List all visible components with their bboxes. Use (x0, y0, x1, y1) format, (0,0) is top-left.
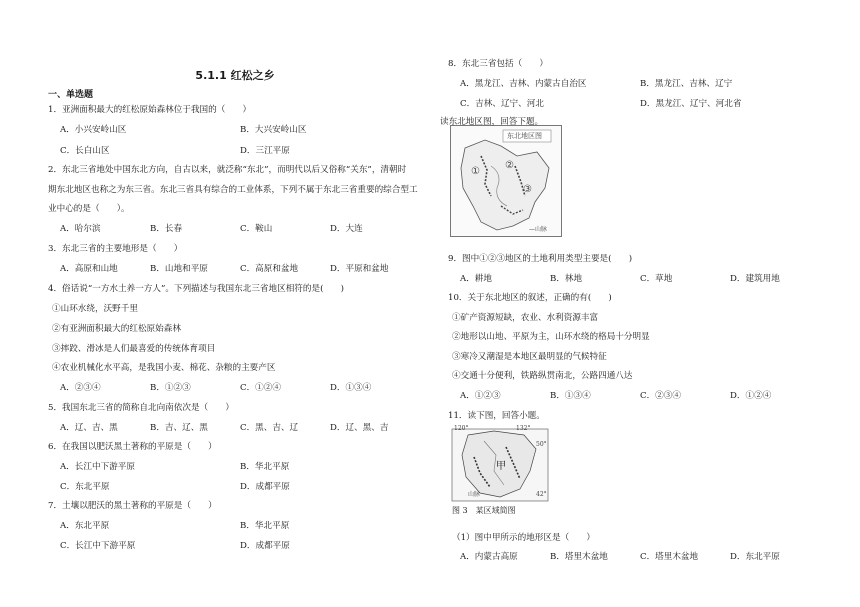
question-text: 11．读下图，回答小题。 (448, 411, 545, 421)
answer-option[interactable]: D．建筑用地 (730, 274, 780, 284)
answer-option[interactable]: D．成都平原 (240, 541, 290, 551)
question-text: 期东北地区也称之为东三省。东北三省具有综合的工业体系，下列不属于东北三省重要的综合型工 (48, 185, 418, 195)
question-text: 2．东北三省地处中国东北方向，自古以来，就泛称“东北”，而明代以后又俗称“关东”，清朝时 (48, 165, 407, 175)
answer-option[interactable]: B．华北平原 (240, 521, 290, 531)
answer-option[interactable]: D．三江平原 (240, 146, 290, 156)
answer-option[interactable]: C．草地 (640, 274, 673, 284)
statement-line: ③摔跤、滑冰是人们最喜爱的传统体育项目 (52, 344, 216, 354)
answer-option[interactable]: B．林地 (550, 274, 583, 284)
answer-option[interactable]: B．①②③ (150, 383, 191, 393)
question-text: 3．东北三省的主要地形是（ ） (48, 244, 183, 254)
question-text: 7．土壤以肥沃的黑土著称的平原是（ ） (48, 501, 217, 511)
answer-option[interactable]: C．长白山区 (60, 146, 110, 156)
answer-option[interactable]: B．①③④ (550, 391, 591, 401)
answer-option[interactable]: A．①②③ (460, 391, 501, 401)
mountain-label: 山脉 (468, 491, 481, 498)
answer-option[interactable]: A．②③④ (60, 383, 101, 393)
answer-option[interactable]: A．高原和山地 (60, 264, 118, 274)
question-text: 读东北地区图，回答下题。 (440, 117, 544, 127)
answer-option[interactable]: A．东北平原 (60, 521, 110, 531)
lat-50-label: 50° (536, 441, 547, 448)
question-text: 6．在我国以肥沃黑土著称的平原是（ ） (48, 442, 217, 452)
map-legend: —山脉 (529, 226, 548, 233)
answer-option[interactable]: C．长江中下游平原 (60, 541, 136, 551)
answer-option[interactable]: B．长春 (150, 224, 183, 234)
answer-option[interactable]: A．黑龙江、吉林、内蒙古自治区 (460, 79, 587, 89)
answer-option[interactable]: A．长江中下游平原 (60, 462, 135, 472)
answer-option[interactable]: B．塔里木盆地 (550, 552, 608, 562)
region-map-figure (450, 427, 550, 517)
answer-option[interactable]: D．①③④ (330, 383, 372, 393)
answer-option[interactable]: C．吉林、辽宁、河北 (460, 99, 544, 109)
answer-option[interactable]: C．黑、吉、辽 (240, 423, 299, 433)
map-title: 东北地区图 (507, 132, 542, 140)
statement-line: （1）图中甲所示的地形区是（ ） (452, 533, 595, 543)
northeast-map-figure (450, 125, 562, 237)
question-text: 1．亚洲面积最大的红松原始森林位于我国的（ ） (48, 105, 252, 115)
question-text: 业中心的是（ ）。 (48, 204, 130, 214)
statement-line: ①矿产资源短缺，农业、水利资源丰富 (452, 313, 599, 323)
question-text: 4．俗话说“一方水土养一方人”。下列描述与我国东北三省地区相符的是( ) (48, 284, 344, 294)
map-mark-3: ③ (523, 184, 532, 195)
answer-option[interactable]: A．辽、吉、黑 (60, 423, 118, 433)
section-heading: 一、单选题 (48, 90, 94, 100)
statement-line: ①山环水绕，沃野千里 (52, 304, 138, 314)
statement-line: ④交通十分便利，铁路纵贯南北，公路四通八达 (452, 371, 633, 381)
region-jia-label: 甲 (496, 461, 506, 472)
answer-option[interactable]: C．②③④ (640, 391, 681, 401)
lon-132-label: 132° (516, 425, 531, 432)
answer-option[interactable]: D．黑龙江、辽宁、河北省 (640, 99, 742, 109)
answer-option[interactable]: D．东北平原 (730, 552, 780, 562)
answer-option[interactable]: C．东北平原 (60, 482, 110, 492)
question-text: 8．东北三省包括（ ） (448, 59, 548, 69)
map-mark-2: ② (505, 160, 514, 171)
question-text: 9．图中①②③地区的土地利用类型主要是( ) (448, 254, 633, 264)
answer-option[interactable]: C．①②④ (240, 383, 281, 393)
answer-option[interactable]: B．吉、辽、黑 (150, 423, 208, 433)
question-text: 5．我国东北三省的简称自北向南依次是（ ） (48, 403, 234, 413)
map-mark-1: ① (471, 166, 480, 177)
answer-option[interactable]: B．黑龙江、吉林、辽宁 (640, 79, 733, 89)
answer-option[interactable]: A．耕地 (460, 274, 492, 284)
northeast-map (451, 126, 561, 236)
answer-option[interactable]: D．辽、黑、吉 (330, 423, 389, 433)
statement-line: ②有亚洲面积最大的红松原始森林 (52, 324, 181, 334)
question-text: 10．关于东北地区的叙述，正确的有( ) (448, 293, 612, 303)
statement-line: ④农业机械化水平高，是我国小麦、棉花、杂粮的主要产区 (52, 363, 276, 373)
answer-option[interactable]: B．华北平原 (240, 462, 290, 472)
answer-option[interactable]: A．小兴安岭山区 (60, 125, 127, 135)
lat-42-label: 42° (536, 491, 547, 498)
answer-option[interactable]: A．哈尔滨 (60, 224, 101, 234)
answer-option[interactable]: D．大连 (330, 224, 363, 234)
figure-caption: 图 3 某区域简图 (452, 506, 516, 515)
answer-option[interactable]: B．山地和平原 (150, 264, 208, 274)
answer-option[interactable]: D．①②④ (730, 391, 772, 401)
answer-option[interactable]: C．鞍山 (240, 224, 273, 234)
answer-option[interactable]: C．高原和盆地 (240, 264, 299, 274)
statement-line: ③寒冷又潮湿是本地区最明显的气候特征 (452, 352, 607, 362)
answer-option[interactable]: B．大兴安岭山区 (240, 125, 307, 135)
answer-option[interactable]: D．平原和盆地 (330, 264, 389, 274)
statement-line: ②地形以山地、平原为主，山环水绕的格局十分明显 (452, 332, 650, 342)
answer-option[interactable]: D．成都平原 (240, 482, 290, 492)
answer-option[interactable]: A．内蒙古高原 (460, 552, 518, 562)
page-title: 5.1.1 红松之乡 (195, 69, 275, 82)
answer-option[interactable]: C．塔里木盆地 (640, 552, 699, 562)
lon-120-label: 120° (454, 425, 469, 432)
